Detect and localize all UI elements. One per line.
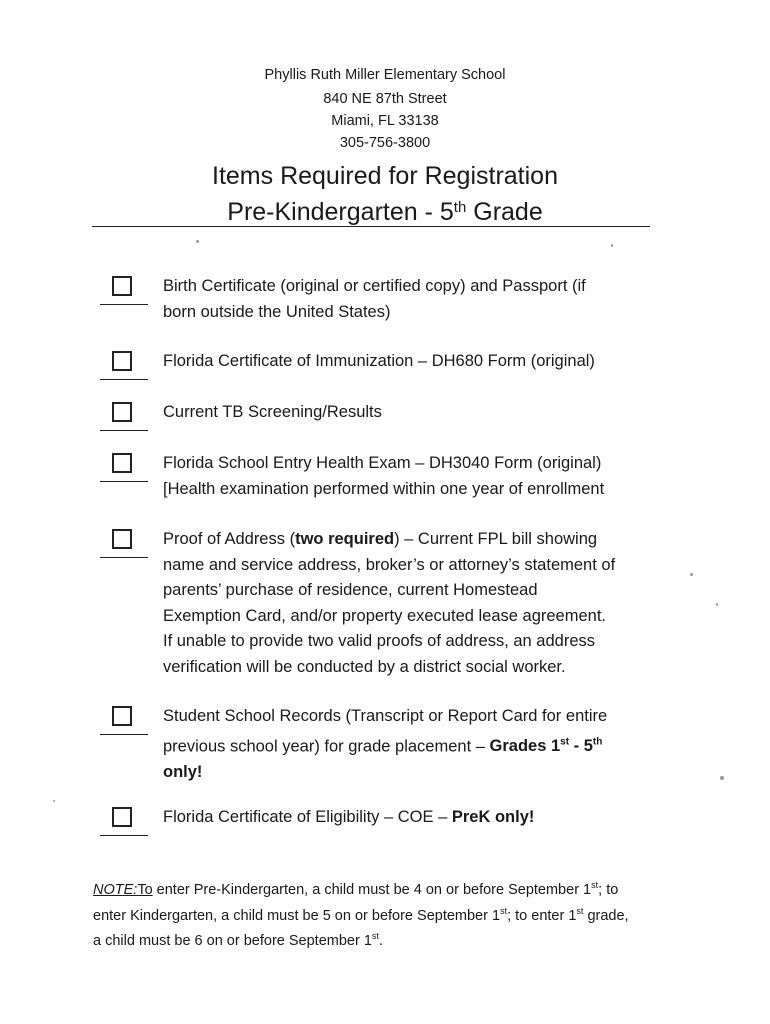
note-label: NOTE:: [93, 882, 138, 898]
item-emphasis: only!: [163, 762, 203, 781]
checkbox-line: [100, 704, 148, 735]
enrollment-age-note: [93, 878, 693, 955]
item-line: [163, 730, 683, 760]
checkbox-line: [100, 527, 148, 558]
item-line: [163, 527, 683, 553]
item-line: If unable to provide two valid proofs of address, an address: [163, 632, 596, 650]
item-line: Florida Certificate of Immunization – DH680 Form (original): [163, 352, 595, 370]
note-ordinal: st: [591, 880, 599, 891]
item-text-run: Proof of Address (: [163, 530, 296, 548]
item-line: [163, 760, 683, 786]
checkbox-certificate-eligibility[interactable]: [112, 807, 132, 827]
grade-suffix: th: [592, 736, 603, 748]
grade-suffix: st: [560, 736, 570, 748]
note-text: ; to enter 1: [507, 907, 577, 924]
item-text-run: Florida Certificate of Eligibility – COE –: [163, 808, 452, 826]
checkbox-birth-certificate[interactable]: [112, 276, 132, 296]
note-ordinal: st: [500, 905, 508, 916]
item-text: [163, 527, 683, 680]
item-text: [163, 704, 683, 785]
checkbox-line: [100, 805, 148, 836]
item-text: [163, 349, 683, 375]
checkbox-line: [100, 274, 148, 305]
checkbox-school-records[interactable]: [112, 706, 132, 726]
note-text: To: [137, 882, 153, 898]
note-text: .: [378, 933, 383, 949]
title-line-1: Items Required for Registration: [212, 162, 558, 190]
checkbox-health-exam[interactable]: [112, 453, 132, 473]
item-line: born outside the United States): [163, 302, 391, 321]
note-ordinal: st: [576, 905, 584, 916]
title-grade-word: Grade: [466, 198, 543, 226]
school-street: 840 NE 87th Street: [323, 91, 447, 107]
item-text: [163, 400, 683, 426]
item-text: [163, 274, 683, 325]
item-line: Student School Records (Transcript or Report Card for entire: [163, 707, 608, 725]
item-emphasis: PreK only!: [451, 808, 535, 826]
item-emphasis: two required: [295, 530, 395, 548]
checkbox-line: [100, 349, 148, 380]
item-text: [163, 805, 683, 831]
grade-start: Grades 1: [489, 737, 561, 755]
checkbox-line: [100, 400, 148, 431]
item-line: Florida School Entry Health Exam – DH3040 Form (original): [163, 454, 602, 472]
note-text: enter Kindergarten, a child must be 5 on or before September 1: [93, 907, 501, 924]
scan-speck: [53, 800, 55, 802]
note-text: enter Pre-Kindergarten, a child must be 4 on or before September 1: [152, 882, 592, 898]
item-text: [163, 451, 683, 502]
note-text: grade,: [583, 907, 629, 924]
title-underline: [92, 226, 650, 227]
note-line: [93, 878, 693, 904]
item-line: [163, 805, 683, 831]
item-line: verification will be conducted by a district social worker.: [163, 657, 566, 676]
title-grade-suffix: th: [453, 199, 467, 216]
item-line: Current TB Screening/Results: [163, 403, 382, 421]
scan-speck: [716, 603, 718, 606]
school-phone: 305-756-3800: [339, 135, 431, 151]
note-line: [93, 929, 693, 955]
scan-speck: [690, 573, 693, 576]
scan-speck: [611, 244, 613, 247]
page-title: [0, 158, 770, 230]
item-line: name and service address, broker’s or attorney’s statement of: [163, 555, 616, 574]
school-header: [0, 62, 770, 154]
item-emphasis: [490, 737, 603, 755]
checkbox-proof-of-address[interactable]: [112, 529, 132, 549]
item-line: Birth Certificate (original or certified copy) and Passport (if: [163, 277, 586, 295]
item-line: Exemption Card, and/or property executed lease agreement.: [163, 606, 607, 625]
title-grade-range: Pre-Kindergarten - 5: [227, 198, 454, 226]
item-line: [Health examination performed within one year of enrollment: [163, 479, 605, 498]
note-text: a child must be 6 on or before September 1: [93, 933, 372, 949]
checkbox-immunization[interactable]: [112, 351, 132, 371]
scan-speck: [720, 776, 724, 780]
item-text-run: ) – Current FPL bill showing: [394, 530, 598, 548]
school-city: Miami, FL 33138: [331, 113, 439, 129]
note-text: ; to: [598, 882, 619, 898]
note-line: [93, 904, 693, 930]
checkbox-line: [100, 451, 148, 482]
checkbox-tb-screening[interactable]: [112, 402, 132, 422]
title-line-2: [0, 194, 770, 230]
item-line: parents’ purchase of residence, current Homestead: [163, 581, 538, 599]
note-ordinal: st: [371, 931, 379, 942]
scan-speck: [196, 240, 199, 243]
school-name: Phyllis Ruth Miller Elementary School: [264, 67, 506, 83]
grade-end: - 5: [569, 737, 593, 755]
item-text-run: previous school year) for grade placement –: [163, 737, 490, 755]
